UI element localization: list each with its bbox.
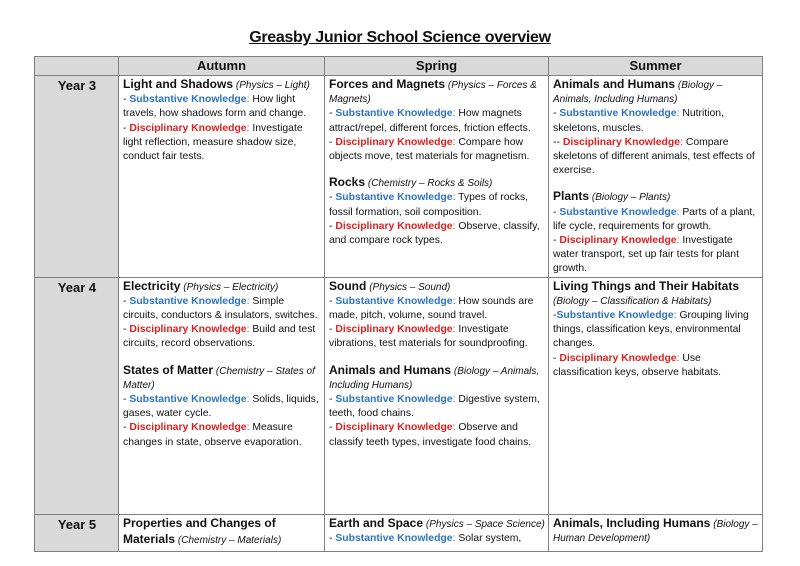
- topic-subject: (Chemistry – Materials): [177, 534, 282, 546]
- sk-label: Substantive Knowledge: [129, 295, 247, 307]
- sk-label: Substantive Knowledge: [335, 108, 453, 120]
- colon: :: [246, 422, 253, 434]
- topic-heading: [329, 279, 545, 295]
- colon: :: [452, 220, 459, 232]
- cell-autumn: [119, 76, 325, 278]
- bullet-prefix: -: [329, 220, 336, 232]
- topic-heading: [123, 77, 321, 93]
- disciplinary-knowledge: [123, 122, 321, 165]
- topic-block: [329, 363, 545, 450]
- dk-label: Disciplinary Knowledge: [129, 422, 247, 434]
- cell-autumn: [119, 277, 325, 514]
- sk-label: Substantive Knowledge: [335, 295, 453, 307]
- substantive-knowledge: [553, 206, 759, 234]
- disciplinary-knowledge: [329, 421, 545, 449]
- topic-block: [329, 279, 545, 352]
- page-title: Greasby Junior School Science overview: [249, 29, 551, 46]
- topic-subject: (Physics – Electricity): [183, 281, 279, 293]
- substantive-knowledge: [329, 295, 545, 323]
- substantive-knowledge: [329, 191, 545, 219]
- colon: :: [246, 394, 253, 406]
- sk-text: How sounds are made, pitch, volume, sound travel.: [329, 295, 534, 322]
- bullet-prefix: -: [329, 295, 336, 307]
- sk-label: Substantive Knowledge: [556, 310, 674, 322]
- colon: :: [246, 122, 253, 134]
- header-spring: Spring: [325, 57, 549, 76]
- bullet-prefix: -: [123, 324, 130, 336]
- topic-heading: [123, 363, 321, 393]
- dk-text: Build and test circuits, record observations.: [123, 324, 316, 350]
- topic-title: Sound: [329, 278, 367, 293]
- topic-heading: [329, 363, 545, 393]
- sk-text: Digestive system, teeth, food chains.: [329, 394, 540, 420]
- topic-block: [553, 516, 759, 546]
- topic-title: States of Matter: [123, 362, 214, 377]
- disciplinary-knowledge: [553, 136, 759, 179]
- substantive-knowledge: [329, 107, 545, 135]
- sk-label: Substantive Knowledge: [335, 192, 453, 204]
- bullet-prefix: -: [329, 324, 336, 336]
- colon: :: [452, 136, 459, 148]
- bullet-prefix: -: [553, 108, 560, 120]
- dk-label: Disciplinary Knowledge: [129, 122, 247, 134]
- colon: :: [673, 310, 680, 322]
- dk-text: Investigate vibrations, test materials for soundproofing.: [329, 324, 528, 350]
- bullet-prefix: -: [123, 422, 130, 434]
- topic-subject: (Biology – Animals, Including Humans): [329, 365, 540, 391]
- topic-heading: [553, 516, 759, 546]
- cell-spring: [325, 76, 549, 278]
- topic-block: [553, 279, 759, 380]
- bullet-prefix: -: [123, 94, 130, 106]
- bullet-prefix: -: [329, 192, 336, 204]
- bullet-prefix: -: [123, 394, 130, 406]
- disciplinary-knowledge: [123, 421, 321, 449]
- year-label: Year 5: [35, 514, 119, 551]
- sk-label: Substantive Knowledge: [559, 108, 677, 120]
- topic-block: [123, 516, 321, 548]
- sk-label: Substantive Knowledge: [335, 532, 453, 544]
- bullet-prefix: -: [123, 122, 130, 134]
- topic-heading: [329, 175, 545, 191]
- topic-block: [329, 516, 545, 546]
- topic-title: Plants: [553, 189, 590, 204]
- colon: :: [452, 324, 459, 336]
- bullet-prefix: --: [553, 136, 563, 148]
- topic-subject: (Biology – Plants): [591, 192, 671, 204]
- dk-text: Investigate light reflection, measure shadow size, conduct fair tests.: [123, 122, 303, 163]
- dk-text: Investigate water transport, set up fair tests for plant growth.: [553, 235, 739, 275]
- dk-text: Observe and classify teeth types, investigate food chains.: [329, 422, 532, 448]
- substantive-knowledge: [553, 309, 759, 352]
- disciplinary-knowledge: [553, 352, 759, 380]
- topic-block: [123, 363, 321, 450]
- topic-title: Light and Shadows: [123, 77, 233, 91]
- disciplinary-knowledge: [123, 323, 321, 351]
- bullet-prefix: -: [123, 295, 130, 307]
- year-label: Year 4: [35, 277, 119, 514]
- dk-label: Disciplinary Knowledge: [129, 324, 247, 336]
- topic-title: Animals and Humans: [329, 362, 452, 377]
- topic-subject: (Physics – Light): [235, 80, 310, 91]
- topic-title: Properties and Changes of Materials: [123, 515, 276, 546]
- topic-subject: (Physics – Sound): [369, 281, 451, 293]
- cell-spring: [325, 514, 549, 551]
- sk-label: Substantive Knowledge: [335, 394, 453, 406]
- sk-text: Simple circuits, conductors & insulators, switches.: [123, 295, 318, 322]
- topic-heading: [329, 516, 545, 532]
- bullet-prefix: -: [553, 310, 557, 322]
- substantive-knowledge: [329, 532, 545, 546]
- colon: :: [246, 324, 253, 336]
- colon: :: [676, 352, 683, 364]
- topic-subject: (Biology – Classification & Habitats): [553, 295, 712, 307]
- topic-title: Rocks: [329, 175, 366, 190]
- sk-text: Nutrition, skeletons, muscles.: [553, 108, 724, 134]
- dk-label: Disciplinary Knowledge: [335, 422, 453, 434]
- disciplinary-knowledge: [553, 234, 759, 277]
- topic-title: Animals and Humans: [553, 77, 676, 91]
- sk-text: How magnets attract/repel, different forces, friction effects.: [329, 108, 531, 134]
- sk-label: Substantive Knowledge: [129, 394, 247, 406]
- topic-heading: [123, 516, 321, 548]
- bullet-prefix: -: [329, 532, 336, 544]
- topic-title: Animals, Including Humans: [553, 515, 711, 530]
- dk-label: Disciplinary Knowledge: [559, 235, 677, 247]
- colon: :: [452, 108, 459, 120]
- colon: :: [676, 235, 683, 247]
- substantive-knowledge: [123, 93, 321, 121]
- bullet-prefix: -: [553, 235, 560, 247]
- topic-subject: (Physics – Forces & Magnets): [329, 80, 537, 106]
- dk-label: Disciplinary Knowledge: [559, 352, 677, 364]
- cell-spring: [325, 277, 549, 514]
- substantive-knowledge: [329, 393, 545, 421]
- bullet-prefix: -: [329, 422, 336, 434]
- sk-text: Types of rocks, fossil formation, soil composition.: [329, 192, 529, 218]
- table-row: [35, 277, 763, 514]
- topic-subject: (Physics – Space Science): [425, 518, 545, 530]
- topic-block: [329, 77, 545, 164]
- dk-text: Compare how objects move, test materials for magnetism.: [329, 136, 530, 163]
- cell-autumn: [119, 514, 325, 551]
- header-summer: Summer: [549, 57, 763, 76]
- topic-block: [123, 77, 321, 164]
- dk-label: Disciplinary Knowledge: [335, 136, 453, 148]
- colon: :: [676, 108, 683, 120]
- dk-label: Disciplinary Knowledge: [562, 136, 681, 148]
- bullet-prefix: -: [329, 108, 336, 120]
- dk-label: Disciplinary Knowledge: [335, 220, 453, 232]
- cell-summer: [549, 277, 763, 514]
- topic-heading: [123, 279, 321, 295]
- sk-label: Substantive Knowledge: [129, 94, 247, 106]
- sk-text: Solids, liquids, gases, water cycle.: [123, 394, 319, 420]
- bullet-prefix: -: [553, 352, 560, 364]
- sk-label: Substantive Knowledge: [559, 206, 677, 218]
- topic-block: [329, 175, 545, 248]
- topic-title: Earth and Space: [329, 515, 424, 530]
- disciplinary-knowledge: [329, 323, 545, 351]
- sk-text: Solar system,: [458, 532, 522, 544]
- substantive-knowledge: [123, 295, 321, 323]
- colon: :: [452, 192, 459, 204]
- topic-title: Forces and Magnets: [329, 77, 446, 91]
- topic-block: [553, 189, 759, 276]
- substantive-knowledge: [123, 393, 321, 421]
- colon: :: [246, 94, 253, 106]
- bullet-prefix: -: [553, 206, 560, 218]
- dk-text: Compare skeletons of different animals, test effects of exercise.: [553, 136, 755, 177]
- topic-heading: [553, 189, 759, 205]
- topic-subject: (Biology – Animals, Including Humans): [553, 80, 723, 106]
- colon: :: [452, 394, 459, 406]
- topic-subject: (Chemistry – Rocks & Soils): [367, 178, 493, 190]
- bullet-prefix: -: [329, 394, 336, 406]
- topic-subject: (Biology – Human Development): [553, 518, 758, 544]
- table-row: [35, 514, 763, 551]
- colon: :: [452, 532, 459, 544]
- colon: :: [452, 422, 459, 434]
- cell-summer: [549, 76, 763, 278]
- disciplinary-knowledge: [329, 220, 545, 248]
- topic-title: Electricity: [123, 278, 181, 293]
- header-row: [35, 57, 763, 76]
- colon: :: [452, 295, 459, 307]
- dk-text: Observe, classify, and compare rock types.: [329, 220, 540, 247]
- science-overview-table: [34, 56, 763, 552]
- header-empty: [35, 57, 119, 76]
- header-autumn: Autumn: [119, 57, 325, 76]
- sk-text: How light travels, how shadows form and change.: [123, 94, 307, 120]
- colon: :: [676, 206, 683, 218]
- disciplinary-knowledge: [329, 136, 545, 164]
- colon: :: [680, 136, 686, 148]
- sk-text: Parts of a plant, life cycle, requirements for growth.: [553, 206, 756, 232]
- dk-text: Measure changes in state, observe evaporation.: [123, 422, 302, 448]
- year-label: Year 3: [35, 76, 119, 278]
- topic-block: [123, 279, 321, 352]
- bullet-prefix: -: [329, 136, 336, 148]
- topic-title: Living Things and Their Habitats: [553, 278, 740, 293]
- cell-summer: [549, 514, 763, 551]
- sk-text: Grouping living things, classification keys, environmental changes.: [553, 310, 749, 350]
- colon: :: [246, 295, 253, 307]
- topic-heading: [329, 77, 545, 107]
- dk-label: Disciplinary Knowledge: [335, 324, 453, 336]
- table-row: [35, 76, 763, 278]
- topic-subject: (Chemistry – States of Matter): [123, 365, 315, 391]
- topic-heading: [553, 279, 759, 309]
- substantive-knowledge: [553, 107, 759, 135]
- topic-heading: [553, 77, 759, 107]
- dk-text: Use classification keys, observe habitats.: [553, 352, 722, 378]
- topic-block: [553, 77, 759, 178]
